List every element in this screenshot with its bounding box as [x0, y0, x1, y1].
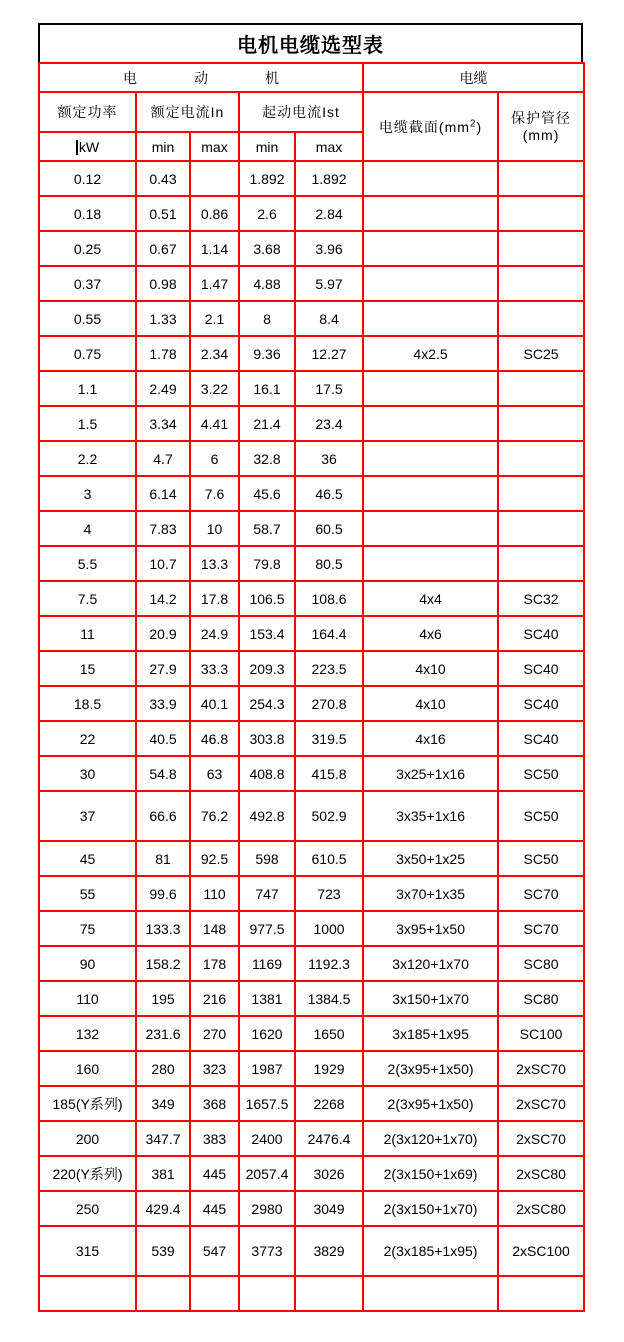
start-current-max-header: max [295, 132, 363, 161]
cell-pipe: SC40 [498, 721, 584, 756]
cell-pipe: SC40 [498, 616, 584, 651]
cell-in-max: 92.5 [190, 841, 239, 876]
table-row [39, 616, 584, 651]
cell-cable [363, 1276, 498, 1311]
pipe-diameter-header [498, 92, 584, 161]
cell-in-max [190, 1276, 239, 1311]
cell-ist-max: 723 [295, 876, 363, 911]
cable-section-header [363, 92, 498, 161]
cell-ist-max: 502.9 [295, 791, 363, 841]
cell-power: 132 [39, 1016, 136, 1051]
unit-kw-cell [39, 132, 136, 161]
cell-ist-max: 1192.3 [295, 946, 363, 981]
table-row [39, 1121, 584, 1156]
cell-ist-min: 254.3 [239, 686, 295, 721]
cell-cable [363, 371, 498, 406]
start-current-min-header: min [239, 132, 295, 161]
cell-in-max: 7.6 [190, 476, 239, 511]
cell-in-min: 3.34 [136, 406, 190, 441]
cell-cable [363, 196, 498, 231]
cell-ist-min: 45.6 [239, 476, 295, 511]
motor-group-label: 电动机 [123, 69, 337, 86]
cell-power: 1.5 [39, 406, 136, 441]
cell-cable: 4x10 [363, 651, 498, 686]
cable-group-header [363, 63, 584, 92]
cell-ist-min: 1169 [239, 946, 295, 981]
cell-ist-min: 2980 [239, 1191, 295, 1226]
table-row [39, 406, 584, 441]
table-row [39, 876, 584, 911]
cell-power: 315 [39, 1226, 136, 1276]
cell-pipe [498, 546, 584, 581]
cell-power: 30 [39, 756, 136, 791]
cell-in-max: 17.8 [190, 581, 239, 616]
cell-in-min: 7.83 [136, 511, 190, 546]
cell-in-max: 40.1 [190, 686, 239, 721]
cell-pipe: SC50 [498, 756, 584, 791]
cell-cable [363, 301, 498, 336]
cell-in-min: 81 [136, 841, 190, 876]
cell-in-min: 2.49 [136, 371, 190, 406]
cell-power: 75 [39, 911, 136, 946]
cell-in-min: 40.5 [136, 721, 190, 756]
cell-ist-min: 153.4 [239, 616, 295, 651]
cell-cable: 3x50+1x25 [363, 841, 498, 876]
cell-cable: 3x25+1x16 [363, 756, 498, 791]
cell-in-max: 2.34 [190, 336, 239, 371]
cell-power: 1.1 [39, 371, 136, 406]
cell-in-min: 381 [136, 1156, 190, 1191]
cell-in-min: 231.6 [136, 1016, 190, 1051]
motor-group-header [39, 63, 363, 92]
cell-in-max: 368 [190, 1086, 239, 1121]
table-row [39, 581, 584, 616]
table-row [39, 686, 584, 721]
cell-pipe [498, 476, 584, 511]
cell-pipe: SC32 [498, 581, 584, 616]
cell-in-min: 0.98 [136, 266, 190, 301]
cell-pipe [498, 511, 584, 546]
cell-pipe: 2xSC70 [498, 1086, 584, 1121]
cell-ist-max: 60.5 [295, 511, 363, 546]
cell-power: 220(Y系列) [39, 1156, 136, 1191]
cell-ist-max: 2476.4 [295, 1121, 363, 1156]
cell-pipe: 2xSC70 [498, 1121, 584, 1156]
cell-pipe [498, 266, 584, 301]
cell-ist-min: 32.8 [239, 441, 295, 476]
table-row [39, 476, 584, 511]
cell-ist-max: 108.6 [295, 581, 363, 616]
cell-power: 160 [39, 1051, 136, 1086]
cell-in-min: 0.67 [136, 231, 190, 266]
cell-in-max: 6 [190, 441, 239, 476]
cell-pipe [498, 406, 584, 441]
table-row [39, 1276, 584, 1311]
cell-ist-max: 36 [295, 441, 363, 476]
cell-in-min: 10.7 [136, 546, 190, 581]
table-row [39, 301, 584, 336]
table-row [39, 791, 584, 841]
cell-cable [363, 406, 498, 441]
cell-in-max: 148 [190, 911, 239, 946]
cell-cable: 2(3x120+1x70) [363, 1121, 498, 1156]
group-header-row [39, 63, 584, 92]
cell-in-max: 4.41 [190, 406, 239, 441]
cell-pipe [498, 301, 584, 336]
cell-ist-min: 408.8 [239, 756, 295, 791]
cell-power: 250 [39, 1191, 136, 1226]
pipe-diameter-label: 保护管径 [511, 109, 572, 126]
cell-in-min: 6.14 [136, 476, 190, 511]
table-row [39, 911, 584, 946]
cell-ist-max: 5.97 [295, 266, 363, 301]
cell-ist-max: 8.4 [295, 301, 363, 336]
cell-ist-max: 3026 [295, 1156, 363, 1191]
cell-in-min: 1.78 [136, 336, 190, 371]
cell-ist-max: 3829 [295, 1226, 363, 1276]
cell-power: 15 [39, 651, 136, 686]
table-row [39, 1051, 584, 1086]
cell-cable [363, 266, 498, 301]
table-row [39, 546, 584, 581]
table-body [39, 161, 584, 1311]
table-title-text: 电机电缆选型表 [237, 35, 384, 57]
cell-pipe: 2xSC100 [498, 1226, 584, 1276]
cell-ist-min: 4.88 [239, 266, 295, 301]
cell-ist-min: 9.36 [239, 336, 295, 371]
cell-ist-min: 209.3 [239, 651, 295, 686]
cell-ist-min: 21.4 [239, 406, 295, 441]
cell-ist-max: 80.5 [295, 546, 363, 581]
cell-in-min: 195 [136, 981, 190, 1016]
cell-ist-max: 17.5 [295, 371, 363, 406]
cell-pipe: 2xSC80 [498, 1191, 584, 1226]
cell-pipe: 2xSC80 [498, 1156, 584, 1191]
cell-in-max: 110 [190, 876, 239, 911]
cell-ist-min: 1987 [239, 1051, 295, 1086]
cell-ist-min: 2400 [239, 1121, 295, 1156]
cell-ist-max: 1929 [295, 1051, 363, 1086]
cell-pipe [498, 231, 584, 266]
cell-in-max [190, 161, 239, 196]
cell-in-min: 158.2 [136, 946, 190, 981]
cell-ist-min: 1657.5 [239, 1086, 295, 1121]
cell-ist-min: 2057.4 [239, 1156, 295, 1191]
cell-in-min: 349 [136, 1086, 190, 1121]
pipe-diameter-unit: (mm) [522, 126, 560, 143]
cell-in-max: 445 [190, 1156, 239, 1191]
cell-pipe [498, 441, 584, 476]
cell-power: 0.37 [39, 266, 136, 301]
table-row [39, 231, 584, 266]
cell-in-min: 347.7 [136, 1121, 190, 1156]
cell-power: 37 [39, 791, 136, 841]
cell-in-max: 178 [190, 946, 239, 981]
table-row [39, 841, 584, 876]
cell-power: 0.12 [39, 161, 136, 196]
cell-ist-max: 1650 [295, 1016, 363, 1051]
cell-ist-min: 16.1 [239, 371, 295, 406]
cell-cable [363, 161, 498, 196]
cell-in-max: 1.47 [190, 266, 239, 301]
cell-power: 0.55 [39, 301, 136, 336]
cell-pipe [498, 1276, 584, 1311]
cell-cable: 2(3x185+1x95) [363, 1226, 498, 1276]
cell-ist-max: 223.5 [295, 651, 363, 686]
table-row [39, 511, 584, 546]
rated-power-header: 额定功率 [39, 92, 136, 132]
cell-power: 2.2 [39, 441, 136, 476]
cell-in-max: 24.9 [190, 616, 239, 651]
cell-cable [363, 476, 498, 511]
cell-ist-min: 58.7 [239, 511, 295, 546]
cell-in-min: 54.8 [136, 756, 190, 791]
cell-in-min: 1.33 [136, 301, 190, 336]
cell-in-max: 10 [190, 511, 239, 546]
cell-ist-min: 2.6 [239, 196, 295, 231]
cell-cable: 4x10 [363, 686, 498, 721]
cell-pipe: SC25 [498, 336, 584, 371]
table-row [39, 1156, 584, 1191]
cell-ist-min: 1620 [239, 1016, 295, 1051]
cell-pipe: SC40 [498, 686, 584, 721]
cell-in-min [136, 1276, 190, 1311]
cell-power [39, 1276, 136, 1311]
cell-ist-max: 319.5 [295, 721, 363, 756]
cell-cable: 3x70+1x35 [363, 876, 498, 911]
cell-cable: 4x4 [363, 581, 498, 616]
cell-cable [363, 441, 498, 476]
cable-section-label-prefix: 电缆截面(mm [378, 118, 470, 135]
cell-ist-min: 1381 [239, 981, 295, 1016]
cell-in-max: 323 [190, 1051, 239, 1086]
cell-pipe [498, 161, 584, 196]
cell-ist-max: 164.4 [295, 616, 363, 651]
cell-ist-min: 977.5 [239, 911, 295, 946]
table-row [39, 756, 584, 791]
cell-pipe: SC70 [498, 876, 584, 911]
cell-in-min: 14.2 [136, 581, 190, 616]
cell-in-max: 46.8 [190, 721, 239, 756]
cable-section-label-suffix: ) [476, 118, 483, 135]
cable-section-superscript: 2 [469, 117, 477, 129]
cell-ist-max: 3.96 [295, 231, 363, 266]
cell-in-min: 66.6 [136, 791, 190, 841]
cell-power: 11 [39, 616, 136, 651]
cell-ist-min: 79.8 [239, 546, 295, 581]
cell-ist-min: 303.8 [239, 721, 295, 756]
cell-cable: 3x120+1x70 [363, 946, 498, 981]
table-row [39, 1086, 584, 1121]
cell-power: 0.75 [39, 336, 136, 371]
cell-ist-max: 1.892 [295, 161, 363, 196]
cell-in-max: 1.14 [190, 231, 239, 266]
cell-cable: 2(3x95+1x50) [363, 1051, 498, 1086]
cell-power: 45 [39, 841, 136, 876]
rated-current-header: 额定电流In [136, 92, 239, 132]
cell-power: 0.25 [39, 231, 136, 266]
cell-power: 90 [39, 946, 136, 981]
cell-power: 4 [39, 511, 136, 546]
cell-in-max: 216 [190, 981, 239, 1016]
table-row [39, 1191, 584, 1226]
cell-in-min: 99.6 [136, 876, 190, 911]
cell-ist-min: 8 [239, 301, 295, 336]
cell-ist-min [239, 1276, 295, 1311]
table-row [39, 651, 584, 686]
cell-ist-max: 2.84 [295, 196, 363, 231]
cell-in-min: 280 [136, 1051, 190, 1086]
start-current-header: 起动电流Ist [239, 92, 363, 132]
cell-ist-max [295, 1276, 363, 1311]
cell-power: 5.5 [39, 546, 136, 581]
cell-power: 0.18 [39, 196, 136, 231]
table-row [39, 441, 584, 476]
cell-in-max: 13.3 [190, 546, 239, 581]
cell-cable: 3x35+1x16 [363, 791, 498, 841]
cell-cable: 4x16 [363, 721, 498, 756]
cell-ist-min: 3.68 [239, 231, 295, 266]
cell-ist-max: 1000 [295, 911, 363, 946]
cell-in-min: 0.51 [136, 196, 190, 231]
cell-cable [363, 511, 498, 546]
cell-cable: 3x95+1x50 [363, 911, 498, 946]
cell-in-max: 2.1 [190, 301, 239, 336]
cell-in-max: 270 [190, 1016, 239, 1051]
cell-power: 185(Y系列) [39, 1086, 136, 1121]
cell-in-min: 27.9 [136, 651, 190, 686]
cell-cable [363, 546, 498, 581]
table-row [39, 1016, 584, 1051]
cell-cable: 4x6 [363, 616, 498, 651]
cell-ist-min: 106.5 [239, 581, 295, 616]
rated-current-min-header: min [136, 132, 190, 161]
cell-in-min: 429.4 [136, 1191, 190, 1226]
cell-in-max: 3.22 [190, 371, 239, 406]
selection-table [38, 62, 585, 1312]
cell-ist-min: 747 [239, 876, 295, 911]
cell-power: 200 [39, 1121, 136, 1156]
cell-cable: 4x2.5 [363, 336, 498, 371]
cell-in-min: 0.43 [136, 161, 190, 196]
cell-in-min: 4.7 [136, 441, 190, 476]
cell-pipe: SC50 [498, 791, 584, 841]
cell-power: 7.5 [39, 581, 136, 616]
cell-in-min: 133.3 [136, 911, 190, 946]
cell-cable [363, 231, 498, 266]
cell-power: 22 [39, 721, 136, 756]
cell-ist-max: 46.5 [295, 476, 363, 511]
rated-current-max-header: max [190, 132, 239, 161]
table-row [39, 981, 584, 1016]
unit-kw-label: kW [78, 138, 100, 155]
text-cursor [76, 140, 78, 155]
cell-in-max: 76.2 [190, 791, 239, 841]
cell-in-max: 547 [190, 1226, 239, 1276]
table-title [38, 23, 583, 62]
cell-cable: 2(3x95+1x50) [363, 1086, 498, 1121]
cell-pipe [498, 371, 584, 406]
cell-ist-min: 1.892 [239, 161, 295, 196]
cell-pipe [498, 196, 584, 231]
cell-in-max: 63 [190, 756, 239, 791]
cell-power: 55 [39, 876, 136, 911]
cell-in-max: 383 [190, 1121, 239, 1156]
subheader-row [39, 92, 584, 132]
cell-in-min: 20.9 [136, 616, 190, 651]
cell-in-min: 539 [136, 1226, 190, 1276]
motor-cable-selection-sheet [38, 23, 583, 1312]
table-row [39, 336, 584, 371]
cell-pipe: SC100 [498, 1016, 584, 1051]
cell-cable: 3x185+1x95 [363, 1016, 498, 1051]
cell-ist-max: 610.5 [295, 841, 363, 876]
table-row [39, 721, 584, 756]
cell-cable: 2(3x150+1x69) [363, 1156, 498, 1191]
table-row [39, 946, 584, 981]
cell-in-max: 445 [190, 1191, 239, 1226]
cell-in-max: 33.3 [190, 651, 239, 686]
cell-ist-min: 598 [239, 841, 295, 876]
cell-power: 110 [39, 981, 136, 1016]
cable-group-label: 电缆 [459, 69, 488, 86]
cell-power: 3 [39, 476, 136, 511]
cell-ist-max: 23.4 [295, 406, 363, 441]
cell-ist-min: 492.8 [239, 791, 295, 841]
cell-ist-max: 2268 [295, 1086, 363, 1121]
cell-power: 18.5 [39, 686, 136, 721]
cell-pipe: SC70 [498, 911, 584, 946]
cell-pipe: 2xSC70 [498, 1051, 584, 1086]
table-row [39, 371, 584, 406]
table-row [39, 161, 584, 196]
table-row [39, 266, 584, 301]
cell-pipe: SC40 [498, 651, 584, 686]
cell-pipe: SC80 [498, 946, 584, 981]
cell-in-max: 0.86 [190, 196, 239, 231]
cell-ist-min: 3773 [239, 1226, 295, 1276]
cell-ist-max: 270.8 [295, 686, 363, 721]
table-header [39, 63, 584, 161]
cell-cable: 3x150+1x70 [363, 981, 498, 1016]
cell-in-min: 33.9 [136, 686, 190, 721]
cell-pipe: SC80 [498, 981, 584, 1016]
table-row [39, 196, 584, 231]
cell-cable: 2(3x150+1x70) [363, 1191, 498, 1226]
cell-ist-max: 3049 [295, 1191, 363, 1226]
cell-pipe: SC50 [498, 841, 584, 876]
cell-ist-max: 1384.5 [295, 981, 363, 1016]
table-row [39, 1226, 584, 1276]
cell-ist-max: 12.27 [295, 336, 363, 371]
cell-ist-max: 415.8 [295, 756, 363, 791]
